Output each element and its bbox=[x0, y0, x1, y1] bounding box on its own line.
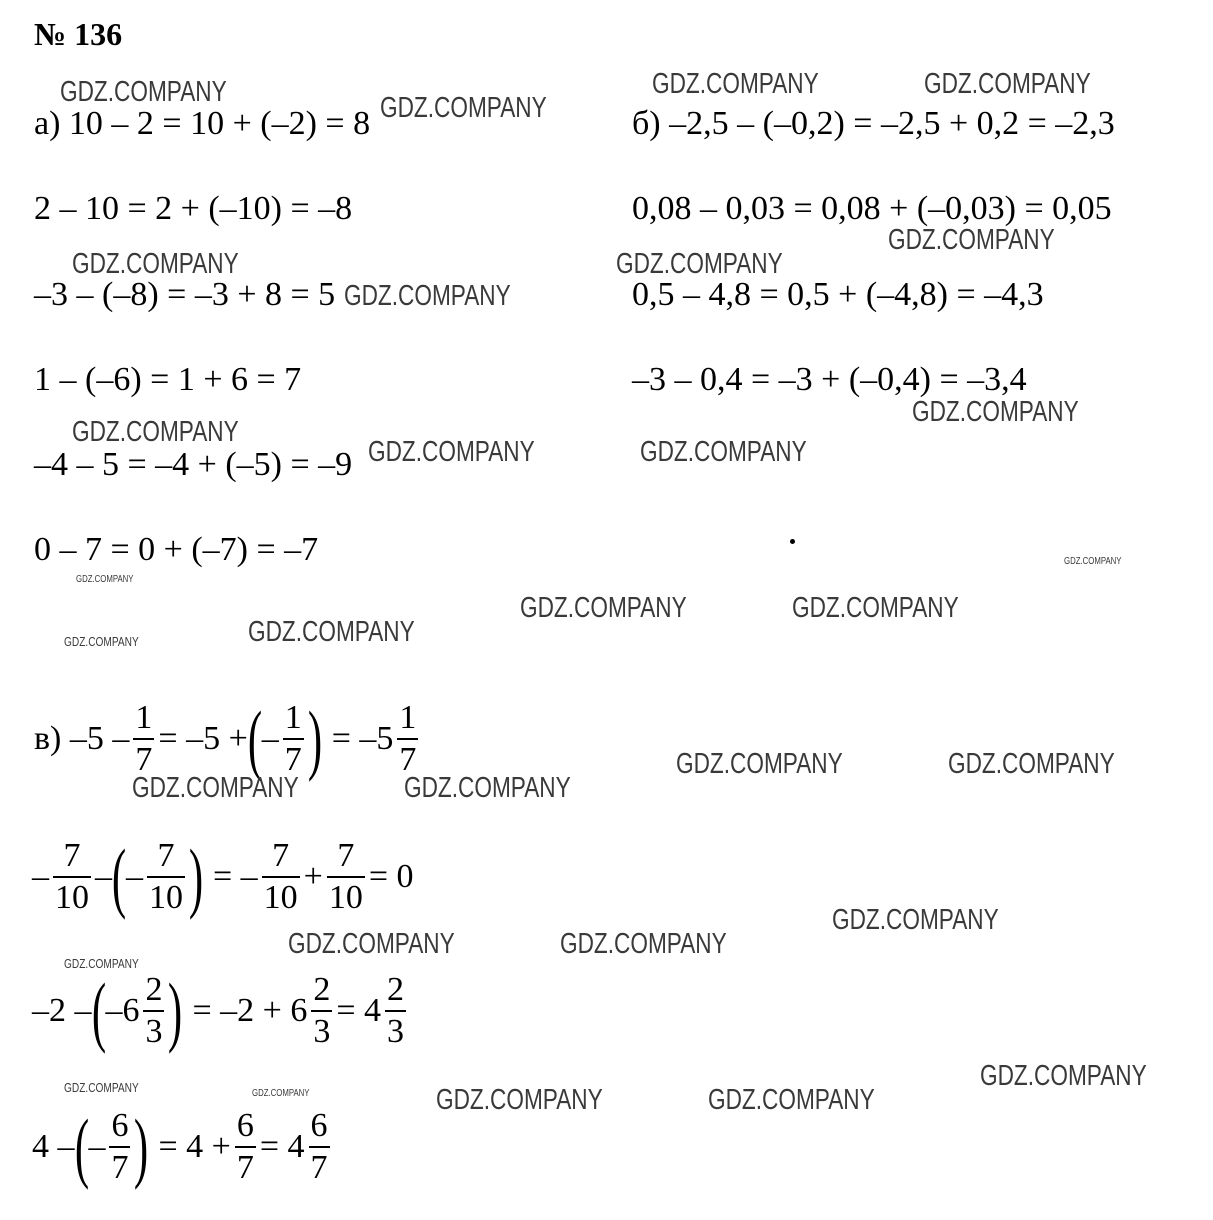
watermark: GDZ.COMPANY bbox=[616, 248, 783, 280]
eq-text: = 4 bbox=[336, 992, 382, 1029]
eq-text: 4 – bbox=[32, 1128, 75, 1165]
watermark: GDZ.COMPANY bbox=[72, 416, 239, 448]
eq-text: в) –5 – bbox=[34, 720, 130, 757]
denominator: 10 bbox=[262, 876, 300, 915]
equation-a-5: –4 – 5 = –4 + (–5) = –9 bbox=[34, 446, 353, 483]
eq-text: = 4 bbox=[259, 1128, 305, 1165]
denominator: 3 bbox=[311, 1010, 332, 1049]
numerator: 7 bbox=[63, 837, 81, 874]
watermark: GDZ.COMPANY bbox=[980, 1060, 1147, 1092]
watermark: GDZ.COMPANY bbox=[1064, 556, 1122, 567]
stray-dot bbox=[790, 539, 795, 544]
fraction bbox=[53, 839, 91, 915]
paren-open: ( bbox=[111, 833, 127, 920]
watermark: GDZ.COMPANY bbox=[252, 1088, 310, 1099]
fraction bbox=[327, 839, 365, 915]
fraction bbox=[385, 973, 406, 1049]
fraction bbox=[133, 701, 154, 777]
numerator: 7 bbox=[272, 837, 290, 874]
numerator: 2 bbox=[313, 971, 331, 1008]
denominator: 3 bbox=[385, 1010, 406, 1049]
fraction bbox=[397, 701, 418, 777]
denominator: 7 bbox=[109, 1146, 130, 1185]
eq-text: –6 bbox=[105, 992, 140, 1029]
numerator: 6 bbox=[111, 1107, 129, 1144]
watermark: GDZ.COMPANY bbox=[436, 1084, 603, 1116]
watermark: GDZ.COMPANY bbox=[64, 956, 139, 971]
exercise-number: № 136 bbox=[34, 16, 123, 52]
numerator: 1 bbox=[284, 699, 302, 736]
equation-a-6: 0 – 7 = 0 + (–7) = –7 bbox=[34, 531, 319, 568]
watermark: GDZ.COMPANY bbox=[72, 248, 239, 280]
denominator: 7 bbox=[133, 738, 154, 777]
equation-b-4: –3 – 0,4 = –3 + (–0,4) = –3,4 bbox=[632, 361, 1027, 398]
watermark: GDZ.COMPANY bbox=[676, 748, 843, 780]
paren-close: ) bbox=[134, 1103, 149, 1190]
eq-text: = 4 + bbox=[158, 1128, 231, 1165]
denominator: 10 bbox=[327, 876, 365, 915]
watermark: GDZ.COMPANY bbox=[404, 772, 571, 804]
watermark: GDZ.COMPANY bbox=[652, 68, 819, 100]
watermark: GDZ.COMPANY bbox=[64, 634, 139, 649]
paren-close: ) bbox=[307, 695, 322, 782]
watermark: GDZ.COMPANY bbox=[76, 574, 134, 585]
eq-text: = –2 + 6 bbox=[192, 992, 308, 1029]
equation-v-4 bbox=[32, 1103, 334, 1190]
eq-text: = – bbox=[212, 858, 258, 895]
paren-open: ( bbox=[247, 695, 262, 782]
watermark: GDZ.COMPANY bbox=[344, 280, 511, 312]
paren-close: ) bbox=[188, 833, 204, 920]
watermark: GDZ.COMPANY bbox=[888, 224, 1055, 256]
equation-b-1: б) –2,5 – (–0,2) = –2,5 + 0,2 = –2,3 bbox=[632, 105, 1115, 142]
fraction bbox=[311, 973, 332, 1049]
watermark: GDZ.COMPANY bbox=[60, 76, 227, 108]
fraction bbox=[147, 839, 185, 915]
denominator: 10 bbox=[53, 876, 91, 915]
denominator: 7 bbox=[235, 1146, 256, 1185]
numerator: 7 bbox=[337, 837, 355, 874]
eq-text: + bbox=[303, 858, 323, 895]
equation-a-1: а) 10 – 2 = 10 + (–2) = 8 bbox=[34, 105, 371, 142]
denominator: 7 bbox=[397, 738, 418, 777]
fraction bbox=[283, 701, 304, 777]
fraction bbox=[235, 1109, 256, 1185]
watermark: GDZ.COMPANY bbox=[948, 748, 1115, 780]
eq-text: = 0 bbox=[368, 858, 414, 895]
eq-text: – bbox=[125, 858, 143, 895]
eq-text: = –5 + bbox=[158, 720, 248, 757]
numerator: 6 bbox=[310, 1107, 328, 1144]
denominator: 7 bbox=[309, 1146, 330, 1185]
denominator: 10 bbox=[147, 876, 185, 915]
fraction bbox=[109, 1109, 130, 1185]
equation-a-2: 2 – 10 = 2 + (–10) = –8 bbox=[34, 190, 353, 227]
denominator: 3 bbox=[143, 1010, 164, 1049]
watermark: GDZ.COMPANY bbox=[792, 592, 959, 624]
paren-close: ) bbox=[168, 967, 183, 1054]
eq-text: – bbox=[32, 858, 49, 895]
watermark: GDZ.COMPANY bbox=[640, 436, 807, 468]
equation-b-3: 0,5 – 4,8 = 0,5 + (–4,8) = –4,3 bbox=[632, 276, 1044, 313]
watermark: GDZ.COMPANY bbox=[380, 92, 547, 124]
eq-text: = –5 bbox=[331, 720, 394, 757]
numerator: 7 bbox=[157, 837, 175, 874]
equation-a-3: –3 – (–8) = –3 + 8 = 5 bbox=[34, 276, 336, 313]
fraction bbox=[262, 839, 300, 915]
watermark: GDZ.COMPANY bbox=[132, 772, 299, 804]
watermark: GDZ.COMPANY bbox=[288, 928, 455, 960]
watermark: GDZ.COMPANY bbox=[520, 592, 687, 624]
eq-text: – bbox=[95, 858, 112, 895]
watermark: GDZ.COMPANY bbox=[708, 1084, 875, 1116]
numerator: 1 bbox=[399, 699, 417, 736]
paren-open: ( bbox=[91, 967, 106, 1054]
numerator: 6 bbox=[236, 1107, 254, 1144]
watermark: GDZ.COMPANY bbox=[912, 396, 1079, 428]
numerator: 2 bbox=[145, 971, 163, 1008]
equation-v-3 bbox=[32, 967, 410, 1054]
fraction bbox=[143, 973, 164, 1049]
watermark: GDZ.COMPANY bbox=[560, 928, 727, 960]
eq-text: –2 – bbox=[32, 992, 92, 1029]
denominator: 7 bbox=[283, 738, 304, 777]
equation-v-2 bbox=[32, 833, 414, 920]
watermark: GDZ.COMPANY bbox=[832, 904, 999, 936]
paren-open: ( bbox=[74, 1103, 89, 1190]
watermark: GDZ.COMPANY bbox=[924, 68, 1091, 100]
watermark: GDZ.COMPANY bbox=[64, 1080, 139, 1095]
equation-v-1 bbox=[34, 695, 422, 782]
watermark: GDZ.COMPANY bbox=[248, 616, 415, 648]
eq-text: – bbox=[88, 1128, 106, 1165]
eq-text: – bbox=[261, 720, 279, 757]
equation-a-4: 1 – (–6) = 1 + 6 = 7 bbox=[34, 361, 302, 398]
equation-b-2: 0,08 – 0,03 = 0,08 + (–0,03) = 0,05 bbox=[632, 190, 1112, 227]
numerator: 2 bbox=[387, 971, 405, 1008]
fraction bbox=[309, 1109, 330, 1185]
numerator: 1 bbox=[135, 699, 153, 736]
watermark: GDZ.COMPANY bbox=[368, 436, 535, 468]
